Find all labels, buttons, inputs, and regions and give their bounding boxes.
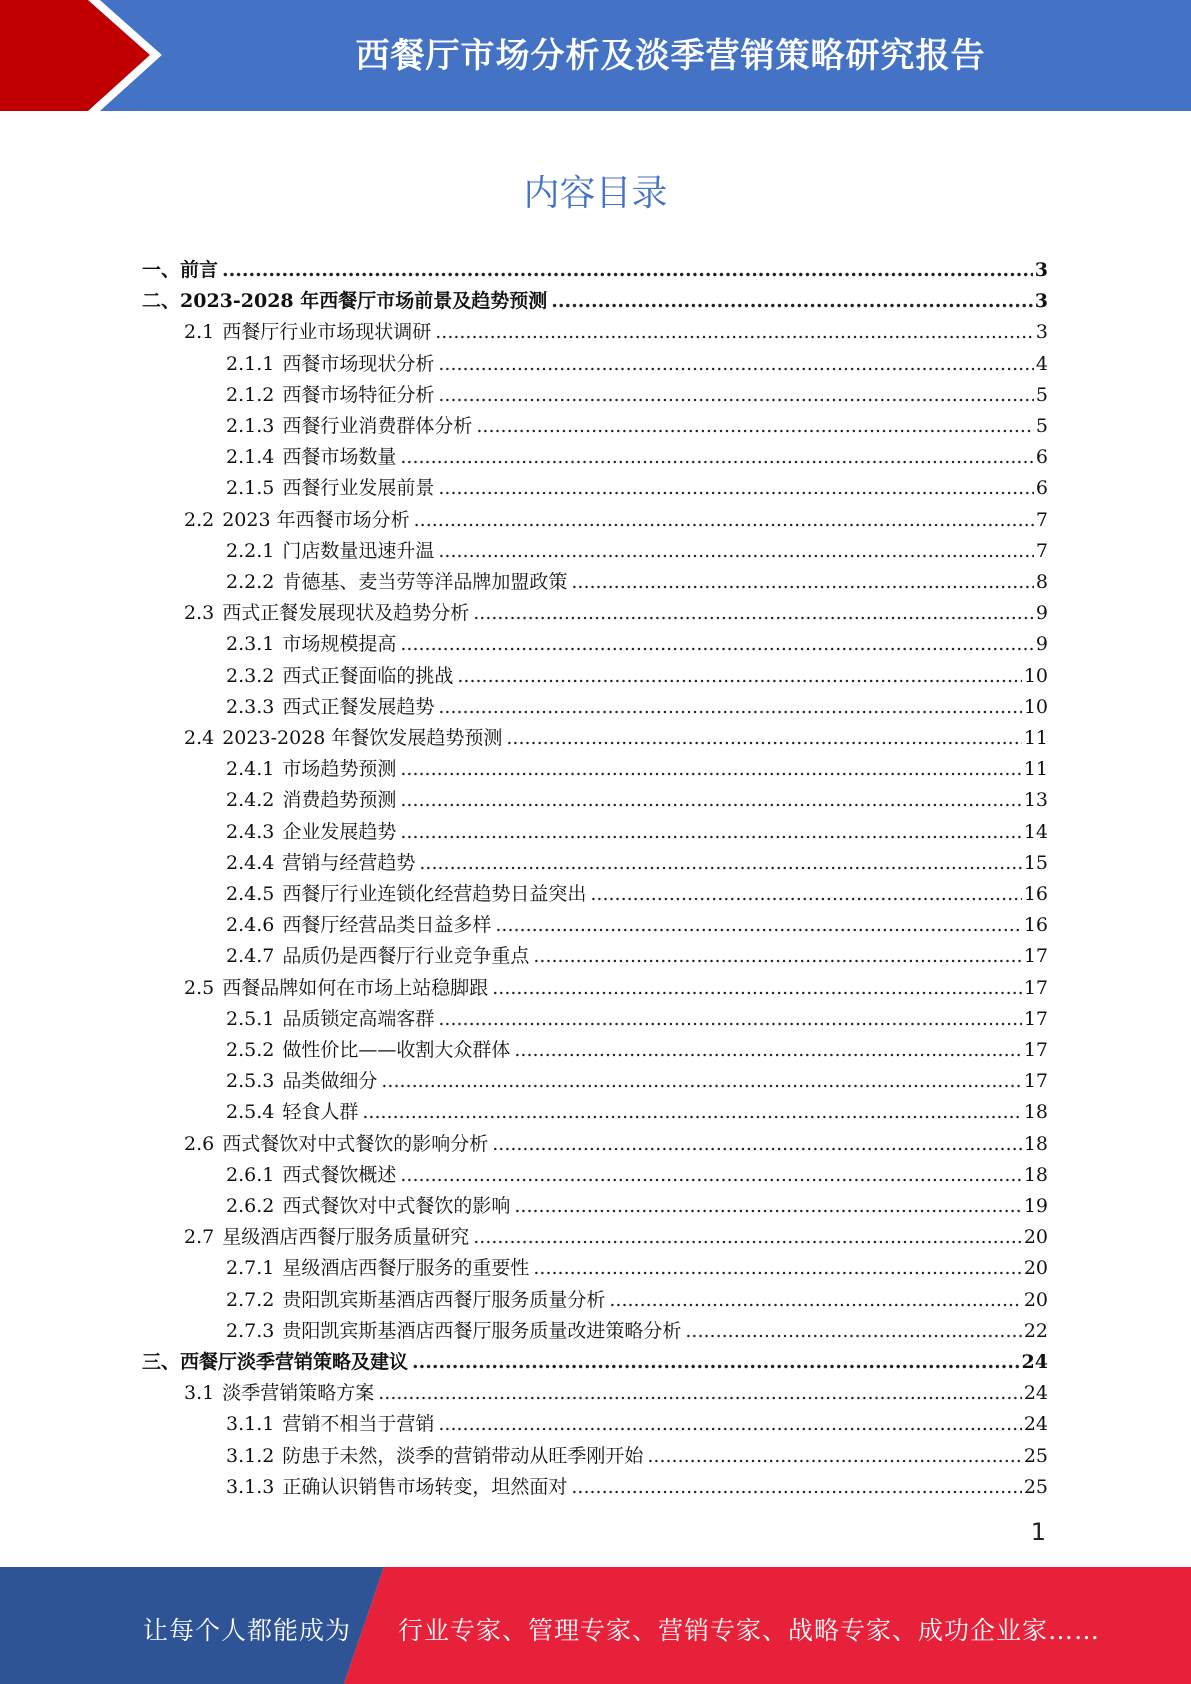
toc-entry-number: 3.1.2 — [226, 1444, 275, 1467]
toc-entry-page: 25 — [1023, 1444, 1048, 1467]
toc-entry-number: 2.2.2 — [226, 571, 275, 593]
toc-entry-number: 2.1.3 — [226, 415, 275, 437]
toc-entry-page: 3 — [1034, 290, 1048, 313]
toc-entry-label: 西餐厅经营品类日益多样 — [282, 914, 492, 937]
toc-entry-label: 西式正餐发展趋势 — [282, 695, 435, 718]
toc-entry[interactable] — [226, 1409, 1048, 1440]
toc-entry[interactable] — [184, 317, 1048, 348]
toc-entry[interactable] — [226, 910, 1048, 941]
toc-entry-label: 三、西餐厅淡季营销策略及建议 — [142, 1351, 409, 1373]
toc-entry[interactable] — [184, 505, 1048, 536]
toc-entry[interactable] — [226, 1285, 1048, 1316]
toc-dot-leader — [609, 1285, 1021, 1316]
toc-dot-leader — [533, 941, 1021, 972]
toc-dot-leader — [495, 910, 1021, 941]
toc-entry[interactable] — [226, 1441, 1048, 1472]
toc-entry-number: 2.1.5 — [226, 477, 275, 500]
toc-entry-number: 3.1.3 — [226, 1475, 275, 1498]
toc-entry[interactable] — [184, 723, 1048, 754]
toc-entry-page: 20 — [1023, 1226, 1048, 1249]
toc-entry[interactable] — [226, 380, 1048, 411]
toc-entry-page: 8 — [1035, 571, 1048, 593]
footer-slogan-left: 让每个人都能成为 — [143, 1616, 352, 1645]
toc-entry-label: 一、前言 — [142, 259, 219, 281]
toc-entry-label: 正确认识销售市场转变，坦然面对 — [282, 1475, 568, 1498]
toc-entry-page: 5 — [1035, 415, 1048, 437]
toc-entry[interactable] — [226, 879, 1048, 910]
toc-entry[interactable] — [226, 349, 1048, 380]
toc-entry-number: 2.4.3 — [226, 820, 275, 843]
toc-entry[interactable] — [184, 1378, 1048, 1409]
toc-entry-number: 2.4.2 — [226, 789, 275, 812]
toc-entry[interactable] — [226, 1253, 1048, 1284]
toc-entry-page: 3 — [1034, 259, 1048, 281]
page-number: 1 — [1030, 1518, 1046, 1546]
toc-entry-label: 市场规模提高 — [282, 633, 397, 656]
toc-entry-page: 24 — [1023, 1382, 1048, 1405]
footer-banner — [0, 1567, 1191, 1684]
toc-entry-number: 2.3.3 — [226, 695, 275, 718]
toc-entry-label: 肯德基、麦当劳等洋品牌加盟政策 — [282, 571, 568, 593]
toc-entry-label: 西餐行业发展前景 — [282, 477, 435, 500]
toc-entry-page: 20 — [1023, 1257, 1048, 1280]
toc-entry-number: 2.5.1 — [226, 1007, 275, 1030]
toc-entry-label: 西餐厅行业市场现状调研 — [222, 321, 432, 344]
toc-entry-page: 3 — [1035, 321, 1048, 344]
toc-entry-label: 品类做细分 — [282, 1070, 378, 1093]
toc-entry-page: 19 — [1023, 1195, 1048, 1217]
toc-entry-number: 2.1.4 — [226, 446, 275, 469]
toc-entry-page: 6 — [1035, 477, 1048, 500]
toc-entry-label: 西式正餐面临的挑战 — [282, 664, 454, 687]
toc-dot-leader — [647, 1441, 1021, 1472]
toc-entry-page: 18 — [1023, 1132, 1048, 1155]
toc-entry-label: 西餐品牌如何在市场上站稳脚跟 — [222, 976, 489, 999]
toc-entry-page: 14 — [1023, 820, 1048, 843]
toc-dot-leader — [476, 411, 1034, 442]
toc-entry[interactable] — [226, 442, 1048, 473]
toc-entry-label: 淡季营销策略方案 — [222, 1382, 375, 1405]
toc-dot-leader — [457, 661, 1021, 692]
toc-entry-number: 2.5.2 — [226, 1039, 275, 1061]
toc-entry-number: 2.5 — [184, 976, 215, 999]
toc-entry[interactable] — [226, 1191, 1048, 1222]
toc-dot-leader — [400, 442, 1034, 473]
toc-entry-page: 11 — [1023, 727, 1048, 749]
toc-entry-label: 星级酒店西餐厅服务质量研究 — [222, 1226, 470, 1249]
toc-entry-number: 2.4.1 — [226, 758, 275, 781]
toc-entry[interactable] — [226, 785, 1048, 816]
toc-entry[interactable] — [226, 848, 1048, 879]
toc-entry-label: 轻食人群 — [282, 1101, 359, 1124]
toc-dot-leader — [400, 785, 1021, 816]
toc-entry[interactable] — [226, 473, 1048, 504]
toc-entry-number: 2.3.2 — [226, 664, 275, 687]
toc-dot-leader — [492, 973, 1022, 1004]
toc-dot-leader — [473, 1222, 1022, 1253]
toc-entry-number: 2.1.2 — [226, 383, 275, 406]
toc-entry-label: 市场趋势预测 — [282, 758, 397, 781]
toc-entry[interactable] — [184, 1129, 1048, 1160]
toc-dot-leader — [438, 473, 1034, 504]
toc-dot-leader — [400, 629, 1034, 660]
toc-entry-page: 11 — [1023, 758, 1048, 781]
toc-dot-leader — [590, 879, 1021, 910]
toc-entry-label: 品质锁定高端客群 — [282, 1007, 435, 1030]
toc-entry-number: 2.6.1 — [226, 1163, 275, 1186]
toc-entry-number: 2.2 — [184, 508, 215, 531]
toc-dot-leader — [378, 1378, 1022, 1409]
toc-dot-leader — [412, 1347, 1020, 1378]
toc-entry[interactable] — [184, 598, 1048, 629]
toc-entry-number: 2.2.1 — [226, 539, 275, 562]
toc-entry-page: 15 — [1023, 851, 1048, 874]
toc-entry[interactable] — [142, 255, 1048, 286]
toc-dot-leader — [438, 380, 1034, 411]
toc-entry-page: 25 — [1023, 1475, 1048, 1498]
toc-entry-label: 西式餐饮对中式餐饮的影响 — [282, 1195, 511, 1217]
toc-entry[interactable] — [226, 411, 1048, 442]
toc-entry-page: 10 — [1023, 695, 1048, 718]
toc-entry-page: 17 — [1023, 1039, 1048, 1061]
toc-entry-label: 品质仍是西餐厅行业竞争重点 — [282, 945, 530, 968]
toc-entry-label: 西餐厅行业连锁化经营趋势日益突出 — [282, 883, 587, 905]
toc-entry-label: 二、2023-2028 年西餐厅市场前景及趋势预测 — [142, 290, 548, 313]
toc-entry-page: 7 — [1035, 508, 1048, 531]
toc-dot-leader — [400, 754, 1021, 785]
toc-entry[interactable] — [226, 1066, 1048, 1097]
toc-entry-page: 13 — [1023, 789, 1048, 812]
toc-entry-label: 2023 年西餐市场分析 — [222, 508, 410, 531]
header-bar — [0, 0, 1191, 111]
toc-entry-label: 营销不相当于营销 — [282, 1413, 435, 1436]
toc-entry-page: 17 — [1023, 945, 1048, 968]
toc-entry-label: 门店数量迅速升温 — [282, 539, 435, 562]
toc-entry-page: 18 — [1023, 1101, 1048, 1124]
toc-entry-page: 6 — [1035, 446, 1048, 469]
toc-entry-page: 10 — [1023, 664, 1048, 687]
toc-dot-leader — [506, 723, 1021, 754]
toc-entry-label: 贵阳凯宾斯基酒店西餐厅服务质量分析 — [282, 1288, 606, 1311]
toc-entry-number: 2.4 — [184, 727, 215, 749]
document-title: 西餐厅市场分析及淡季营销策略研究报告 — [355, 36, 986, 76]
toc-entry-label: 营销与经营趋势 — [282, 851, 416, 874]
toc-entry[interactable] — [226, 1035, 1048, 1066]
toc-entry[interactable] — [226, 941, 1048, 972]
toc-entry[interactable] — [226, 1097, 1048, 1128]
toc-entry-page: 22 — [1023, 1319, 1048, 1342]
toc-entry-number: 2.7 — [184, 1226, 215, 1249]
toc-entry-page: 17 — [1023, 1007, 1048, 1030]
toc-entry-label: 防患于未然，淡季的营销带动从旺季刚开始 — [282, 1444, 644, 1467]
toc-entry[interactable] — [226, 567, 1048, 598]
toc-dot-leader — [435, 317, 1034, 348]
toc-entry[interactable] — [226, 629, 1048, 660]
toc-entry-number: 2.7.2 — [226, 1288, 275, 1311]
toc-entry-page: 24 — [1023, 1413, 1048, 1436]
toc-entry-page: 17 — [1023, 1070, 1048, 1093]
toc-dot-leader — [222, 255, 1033, 286]
toc-entry[interactable] — [226, 1004, 1048, 1035]
toc-dot-leader — [514, 1191, 1021, 1222]
toc-entry-number: 2.3 — [184, 602, 215, 625]
toc-dot-leader — [362, 1097, 1021, 1128]
toc-entry-page: 9 — [1035, 633, 1048, 656]
toc-dot-leader — [438, 349, 1034, 380]
toc-dot-leader — [381, 1066, 1021, 1097]
toc-entry[interactable] — [226, 536, 1048, 567]
toc-dot-leader — [514, 1035, 1021, 1066]
toc-entry-page: 20 — [1023, 1288, 1048, 1311]
toc-entry-label: 西餐市场现状分析 — [282, 352, 435, 375]
toc-entry-number: 2.7.1 — [226, 1257, 275, 1280]
toc-dot-leader — [473, 598, 1034, 629]
toc-entry-label: 西式餐饮概述 — [282, 1163, 397, 1186]
toc-entry[interactable] — [142, 1347, 1048, 1378]
toc-entry-number: 3.1 — [184, 1382, 215, 1405]
toc-entry[interactable] — [226, 692, 1048, 723]
toc-entry[interactable] — [226, 754, 1048, 785]
toc-entry-number: 2.4.4 — [226, 851, 275, 874]
toc-entry-number: 2.4.7 — [226, 945, 275, 968]
toc-heading: 内容目录 — [523, 173, 668, 214]
toc-entry-number: 2.4.6 — [226, 914, 275, 937]
toc-entry-page: 18 — [1023, 1163, 1048, 1186]
toc-dot-leader — [571, 567, 1034, 598]
toc-dot-leader — [438, 1004, 1021, 1035]
toc-entry[interactable] — [226, 1160, 1048, 1191]
toc-dot-leader — [551, 286, 1033, 317]
toc-dot-leader — [533, 1253, 1021, 1284]
toc-entry[interactable] — [226, 1472, 1048, 1503]
toc-entry[interactable] — [226, 817, 1048, 848]
toc-entry-label: 西餐市场数量 — [282, 446, 397, 469]
toc-dot-leader — [571, 1472, 1021, 1503]
toc-entry-label: 西式正餐发展现状及趋势分析 — [222, 602, 470, 625]
toc-entry[interactable] — [226, 1316, 1048, 1347]
toc-entry-number: 2.3.1 — [226, 633, 275, 656]
toc-entry-number: 2.6 — [184, 1132, 215, 1155]
toc-dot-leader — [438, 1409, 1021, 1440]
toc-entry-number: 2.6.2 — [226, 1195, 275, 1217]
toc-dot-leader — [414, 505, 1034, 536]
toc-entry-page: 4 — [1035, 352, 1048, 375]
toc-entry-page: 24 — [1021, 1351, 1048, 1373]
toc-entry-label: 西式餐饮对中式餐饮的影响分析 — [222, 1132, 489, 1155]
toc-entry-number: 3.1.1 — [226, 1413, 275, 1436]
toc-entry-number: 2.1.1 — [226, 352, 275, 375]
toc-entry-number: 2.5.3 — [226, 1070, 275, 1093]
toc-entry[interactable] — [226, 661, 1048, 692]
toc-entry-page: 16 — [1023, 914, 1048, 937]
toc-entry[interactable] — [184, 1222, 1048, 1253]
toc-dot-leader — [685, 1316, 1021, 1347]
toc-dot-leader — [400, 817, 1021, 848]
toc-entry-page: 9 — [1035, 602, 1048, 625]
toc-dot-leader — [400, 1160, 1021, 1191]
toc-entry-label: 西餐行业消费群体分析 — [282, 415, 473, 437]
toc-entry-label: 星级酒店西餐厅服务的重要性 — [282, 1257, 530, 1280]
toc-entry-label: 贵阳凯宾斯基酒店西餐厅服务质量改进策略分析 — [282, 1319, 682, 1342]
toc-entry-number: 2.4.5 — [226, 883, 275, 905]
toc-dot-leader — [419, 848, 1021, 879]
toc-entry-page: 16 — [1023, 883, 1048, 905]
toc-entry-number: 2.7.3 — [226, 1319, 275, 1342]
toc-entry-label: 做性价比——收割大众群体 — [282, 1039, 511, 1061]
toc-dot-leader — [438, 692, 1021, 723]
toc-entry-page: 5 — [1035, 383, 1048, 406]
toc-entry[interactable] — [142, 286, 1048, 317]
toc-entry[interactable] — [184, 973, 1048, 1004]
toc-entry-label: 消费趋势预测 — [282, 789, 397, 812]
toc-entry-number: 2.5.4 — [226, 1101, 275, 1124]
toc-dot-leader — [438, 536, 1034, 567]
footer-slogan-right: 行业专家、管理专家、营销专家、战略专家、成功企业家…… — [398, 1616, 1101, 1645]
toc-entry-label: 企业发展趋势 — [282, 820, 397, 843]
toc-entry-number: 2.1 — [184, 321, 215, 344]
toc-entry-label: 西餐市场特征分析 — [282, 383, 435, 406]
toc-entry-page: 7 — [1035, 539, 1048, 562]
toc-entry-page: 17 — [1023, 976, 1048, 999]
toc-entry-label: 2023-2028 年餐饮发展趋势预测 — [222, 727, 503, 749]
toc-dot-leader — [492, 1129, 1022, 1160]
